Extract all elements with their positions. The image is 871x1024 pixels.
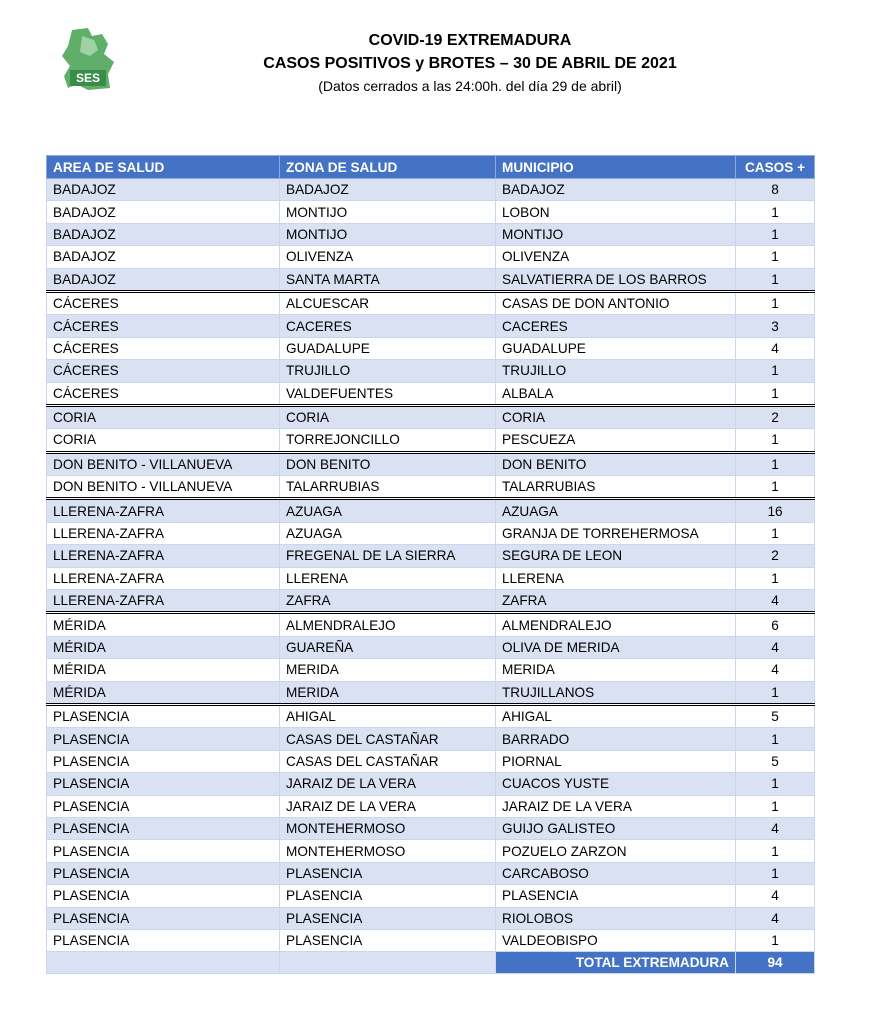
cell-municipio: PESCUEZA [496,429,736,452]
cell-casos: 1 [736,452,815,475]
cell-municipio: GRANJA DE TORREHERMOSA [496,522,736,544]
cell-zona: SANTA MARTA [280,268,496,291]
cell-municipio: CUACOS YUSTE [496,773,736,795]
title-line-1: COVID-19 EXTREMADURA [368,32,572,49]
cell-area: LLERENA-ZAFRA [47,567,280,589]
cell-casos: 1 [736,246,815,268]
cell-casos: 4 [736,907,815,929]
cell-zona: TORREJONCILLO [280,429,496,452]
cell-area: PLASENCIA [47,929,280,951]
cell-municipio: BADAJOZ [496,179,736,201]
cell-zona: AHIGAL [280,704,496,727]
cell-area: MÉRIDA [47,636,280,658]
table-row [47,907,815,929]
table-row [47,795,815,817]
table-row [47,545,815,567]
cell-municipio: CORIA [496,405,736,428]
column-header-casos: CASOS + [736,156,815,179]
svg-text:SES: SES [75,71,101,85]
table-row [47,452,815,475]
cell-casos: 1 [736,795,815,817]
table-row [47,522,815,544]
table-row [47,201,815,223]
cell-casos: 1 [736,929,815,951]
cell-area: CÁCERES [47,315,280,337]
cell-casos: 1 [736,862,815,884]
total-empty-cell [280,952,496,974]
cell-zona: CORIA [280,405,496,428]
cell-casos: 1 [736,291,815,314]
cell-area: MÉRIDA [47,659,280,681]
cell-zona: MERIDA [280,681,496,704]
cell-area: BADAJOZ [47,179,280,201]
cell-municipio: CACERES [496,315,736,337]
cell-area: CÁCERES [47,360,280,382]
cell-zona: GUAREÑA [280,636,496,658]
table-row [47,337,815,359]
cell-zona: OLIVENZA [280,246,496,268]
table-row [47,773,815,795]
cell-zona: MONTIJO [280,223,496,245]
cell-area: CORIA [47,405,280,428]
cell-area: PLASENCIA [47,862,280,884]
subtitle: (Datos cerrados a las 24:00h. del día 29 de abril) [318,78,622,94]
table-row [47,291,815,314]
cell-municipio: OLIVENZA [496,246,736,268]
column-header-area: AREA DE SALUD [47,156,280,179]
table-row [47,179,815,201]
cell-casos: 1 [736,773,815,795]
cell-zona: PLASENCIA [280,885,496,907]
table-row [47,817,815,839]
cell-zona: ZAFRA [280,590,496,613]
table-row [47,223,815,245]
table-row [47,382,815,405]
cell-area: PLASENCIA [47,795,280,817]
cell-municipio: LOBON [496,201,736,223]
table-header-row [47,156,815,179]
column-header-zona: ZONA DE SALUD [280,156,496,179]
cell-casos: 2 [736,545,815,567]
cell-area: PLASENCIA [47,773,280,795]
ses-logo [58,26,118,92]
cell-casos: 4 [736,590,815,613]
cell-zona: AZUAGA [280,522,496,544]
cell-area: PLASENCIA [47,750,280,772]
cell-zona: MONTEHERMOSO [280,817,496,839]
cell-municipio: JARAIZ DE LA VERA [496,795,736,817]
cell-municipio: VALDEOBISPO [496,929,736,951]
cell-municipio: AZUAGA [496,499,736,522]
cell-zona: ALCUESCAR [280,291,496,314]
cell-zona: LLERENA [280,567,496,589]
table-row [47,476,815,499]
cell-casos: 5 [736,704,815,727]
cell-casos: 1 [736,522,815,544]
cell-area: LLERENA-ZAFRA [47,499,280,522]
cell-casos: 4 [736,636,815,658]
cell-casos: 1 [736,681,815,704]
cell-casos: 16 [736,499,815,522]
cell-casos: 1 [736,268,815,291]
table-row [47,659,815,681]
cell-municipio: SEGURA DE LEON [496,545,736,567]
table-row [47,929,815,951]
cell-municipio: POZUELO ZARZON [496,840,736,862]
cell-area: CÁCERES [47,382,280,405]
cell-area: PLASENCIA [47,840,280,862]
cell-area: BADAJOZ [47,246,280,268]
cell-zona: MONTEHERMOSO [280,840,496,862]
cell-municipio: MONTIJO [496,223,736,245]
title-line-2: CASOS POSITIVOS y BROTES – 30 DE ABRIL DE 2021 [263,55,677,72]
cell-municipio: RIOLOBOS [496,907,736,929]
cell-area: LLERENA-ZAFRA [47,545,280,567]
cell-municipio: TALARRUBIAS [496,476,736,499]
cell-area: CORIA [47,429,280,452]
cell-casos: 1 [736,567,815,589]
total-value: 94 [736,952,815,974]
cell-casos: 8 [736,179,815,201]
cell-casos: 4 [736,885,815,907]
table-row [47,315,815,337]
cell-casos: 6 [736,613,815,636]
cell-area: PLASENCIA [47,704,280,727]
table-row [47,750,815,772]
cell-municipio: PIORNAL [496,750,736,772]
table-row [47,862,815,884]
cell-casos: 1 [736,223,815,245]
cell-area: MÉRIDA [47,613,280,636]
cell-municipio: ALBALA [496,382,736,405]
cell-casos: 1 [736,476,815,499]
cell-casos: 4 [736,817,815,839]
table-row [47,405,815,428]
cell-municipio: TRUJILLANOS [496,681,736,704]
table-row [47,567,815,589]
cell-municipio: DON BENITO [496,452,736,475]
cell-zona: MERIDA [280,659,496,681]
cell-area: CÁCERES [47,337,280,359]
cell-area: DON BENITO - VILLANUEVA [47,476,280,499]
cell-casos: 1 [736,728,815,750]
cell-zona: PLASENCIA [280,862,496,884]
cell-area: LLERENA-ZAFRA [47,522,280,544]
table-row [47,590,815,613]
cell-casos: 1 [736,840,815,862]
table-row [47,429,815,452]
cell-area: BADAJOZ [47,223,280,245]
cell-casos: 1 [736,360,815,382]
table-row [47,704,815,727]
cell-casos: 2 [736,405,815,428]
total-empty-cell [47,952,280,974]
cell-zona: AZUAGA [280,499,496,522]
cell-area: PLASENCIA [47,907,280,929]
cell-casos: 5 [736,750,815,772]
table-row [47,268,815,291]
cell-area: MÉRIDA [47,681,280,704]
total-row [47,952,815,974]
cell-area: CÁCERES [47,291,280,314]
cell-zona: GUADALUPE [280,337,496,359]
cell-zona: JARAIZ DE LA VERA [280,795,496,817]
cell-zona: MONTIJO [280,201,496,223]
cell-casos: 1 [736,382,815,405]
cell-municipio: AHIGAL [496,704,736,727]
cell-zona: CACERES [280,315,496,337]
cell-municipio: ZAFRA [496,590,736,613]
table-row [47,636,815,658]
cell-municipio: SALVATIERRA DE LOS BARROS [496,268,736,291]
cell-zona: BADAJOZ [280,179,496,201]
document-header [130,30,810,96]
table-row [47,885,815,907]
cell-zona: DON BENITO [280,452,496,475]
total-label: TOTAL EXTREMADURA [496,952,736,974]
table-row [47,681,815,704]
cell-area: PLASENCIA [47,885,280,907]
table-row [47,360,815,382]
cell-casos: 1 [736,429,815,452]
cell-municipio: CARCABOSO [496,862,736,884]
cell-area: LLERENA-ZAFRA [47,590,280,613]
cell-zona: CASAS DEL CASTAÑAR [280,750,496,772]
cell-municipio: MERIDA [496,659,736,681]
table-row [47,840,815,862]
cell-municipio: BARRADO [496,728,736,750]
cell-casos: 3 [736,315,815,337]
cell-municipio: TRUJILLO [496,360,736,382]
cell-zona: TRUJILLO [280,360,496,382]
table-row [47,613,815,636]
cell-area: DON BENITO - VILLANUEVA [47,452,280,475]
cell-municipio: PLASENCIA [496,885,736,907]
cell-zona: CASAS DEL CASTAÑAR [280,728,496,750]
cell-casos: 1 [736,201,815,223]
cell-zona: ALMENDRALEJO [280,613,496,636]
cell-municipio: OLIVA DE MERIDA [496,636,736,658]
cell-zona: VALDEFUENTES [280,382,496,405]
cell-municipio: GUIJO GALISTEO [496,817,736,839]
table-row [47,728,815,750]
cell-municipio: ALMENDRALEJO [496,613,736,636]
cell-area: BADAJOZ [47,268,280,291]
cell-municipio: CASAS DE DON ANTONIO [496,291,736,314]
cell-area: PLASENCIA [47,728,280,750]
cell-zona: PLASENCIA [280,929,496,951]
column-header-municipio: MUNICIPIO [496,156,736,179]
table-row [47,246,815,268]
cell-zona: TALARRUBIAS [280,476,496,499]
cell-area: PLASENCIA [47,817,280,839]
cell-zona: FREGENAL DE LA SIERRA [280,545,496,567]
cell-zona: PLASENCIA [280,907,496,929]
cell-zona: JARAIZ DE LA VERA [280,773,496,795]
cases-table [46,155,815,974]
cell-casos: 4 [736,337,815,359]
cell-area: BADAJOZ [47,201,280,223]
cell-casos: 4 [736,659,815,681]
table-row [47,499,815,522]
cell-municipio: GUADALUPE [496,337,736,359]
cell-municipio: LLERENA [496,567,736,589]
